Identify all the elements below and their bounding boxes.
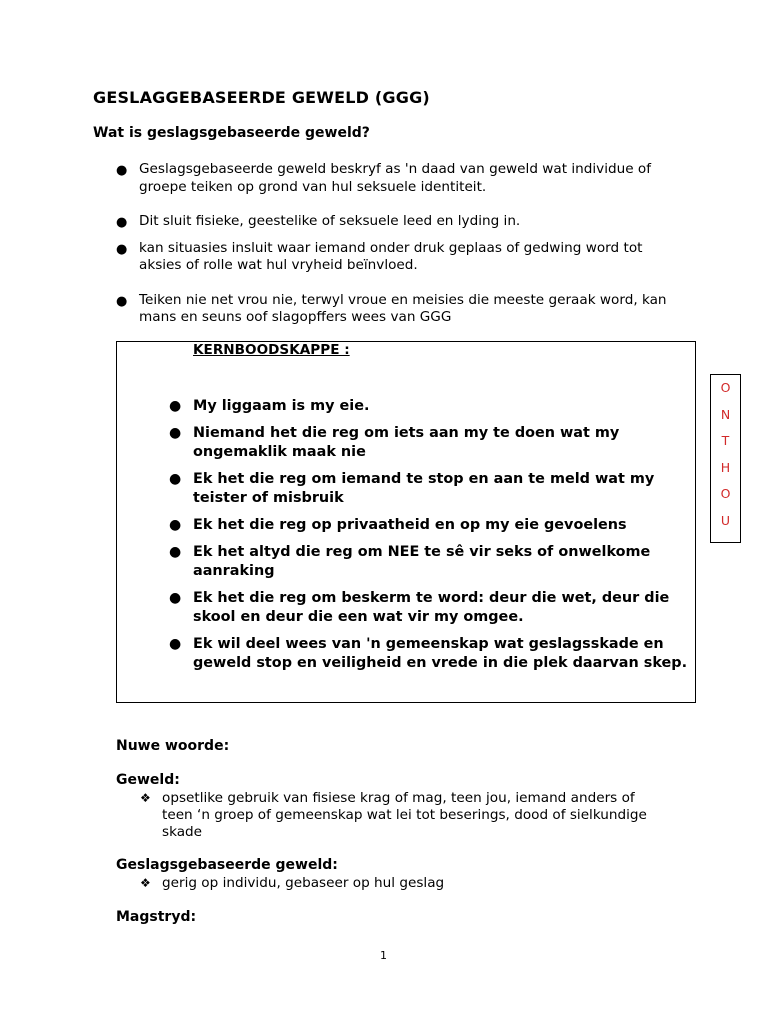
question-heading: Wat is geslagsgebaseerde geweld? bbox=[93, 125, 370, 141]
onthou-letter: O bbox=[720, 380, 731, 395]
onthou-letter: O bbox=[720, 486, 731, 501]
term-definition bbox=[140, 790, 660, 842]
term-definition bbox=[140, 875, 660, 892]
onthou-letter: T bbox=[721, 433, 730, 448]
intro-bullet: ● Teiken nie net vrou nie, terwyl vroue en meisies die meeste geraak word, kan mans en seuns oof slagopffers wees van GGG bbox=[116, 292, 676, 327]
intro-bullet: ● Dit sluit fisieke, geestelike of seksuele leed en lyding in. bbox=[116, 213, 676, 231]
onthou-sidebox bbox=[710, 374, 741, 543]
definition-text: opsetlike gebruik van fisiese krag of mag, teen jou, iemand anders of teen ‘n groep of gemeenskap wat lei tot beserings, dood of sielkundige skade bbox=[162, 790, 647, 841]
key-message-item: ● Ek het die reg om beskerm te word: deur die wet, deur die skool en deur die een wat vir my omgee. bbox=[169, 589, 694, 627]
key-message-item: ● Ek het die reg op privaatheid en op my eie gevoelens bbox=[169, 516, 694, 535]
onthou-letter: N bbox=[720, 406, 731, 422]
intro-bullet: ● kan situasies insluit waar iemand onder druk geplaas of gedwing word tot aksies of rolle wat hul vryheid beïnvloed. bbox=[116, 240, 676, 275]
key-message-item: ● Ek het die reg om iemand te stop en aan te meld wat my teister of misbruik bbox=[169, 470, 694, 508]
diamond-bullet-icon: ❖ bbox=[140, 791, 151, 805]
page-number: 1 bbox=[380, 949, 387, 962]
key-messages-heading: KERNBOODSKAPPE : bbox=[193, 342, 350, 358]
key-message-item: ● My liggaam is my eie. bbox=[169, 397, 694, 416]
diamond-bullet-icon: ❖ bbox=[140, 876, 151, 890]
key-message-item: ● Ek het altyd die reg om NEE te sê vir seks of onwelkome aanraking bbox=[169, 543, 694, 581]
term-label: Magstryd: bbox=[116, 909, 197, 925]
document-title: GESLAGGEBASEERDE GEWELD (GGG) bbox=[93, 88, 430, 107]
definition-text: gerig op individu, gebaseer op hul geslag bbox=[162, 875, 445, 891]
key-messages-list bbox=[169, 397, 694, 681]
onthou-letter: U bbox=[720, 512, 731, 528]
term-label: Geweld: bbox=[116, 772, 180, 788]
key-message-item: ● Niemand het die reg om iets aan my te doen wat my ongemaklik maak nie bbox=[169, 424, 694, 462]
intro-bullet: ● Geslagsgebaseerde geweld beskryf as 'n daad van geweld wat individue of groepe teiken op grond van hul seksuele identiteit. bbox=[116, 161, 676, 196]
key-message-item: ● Ek wil deel wees van 'n gemeenskap wat geslagsskade en geweld stop en veiligheid en vrede in die plek daarvan skep. bbox=[169, 635, 694, 673]
term-label: Geslagsgebaseerde geweld: bbox=[116, 857, 338, 873]
intro-bullet-list bbox=[116, 161, 676, 327]
onthou-letter: H bbox=[720, 459, 731, 475]
new-words-heading: Nuwe woorde: bbox=[116, 738, 230, 754]
